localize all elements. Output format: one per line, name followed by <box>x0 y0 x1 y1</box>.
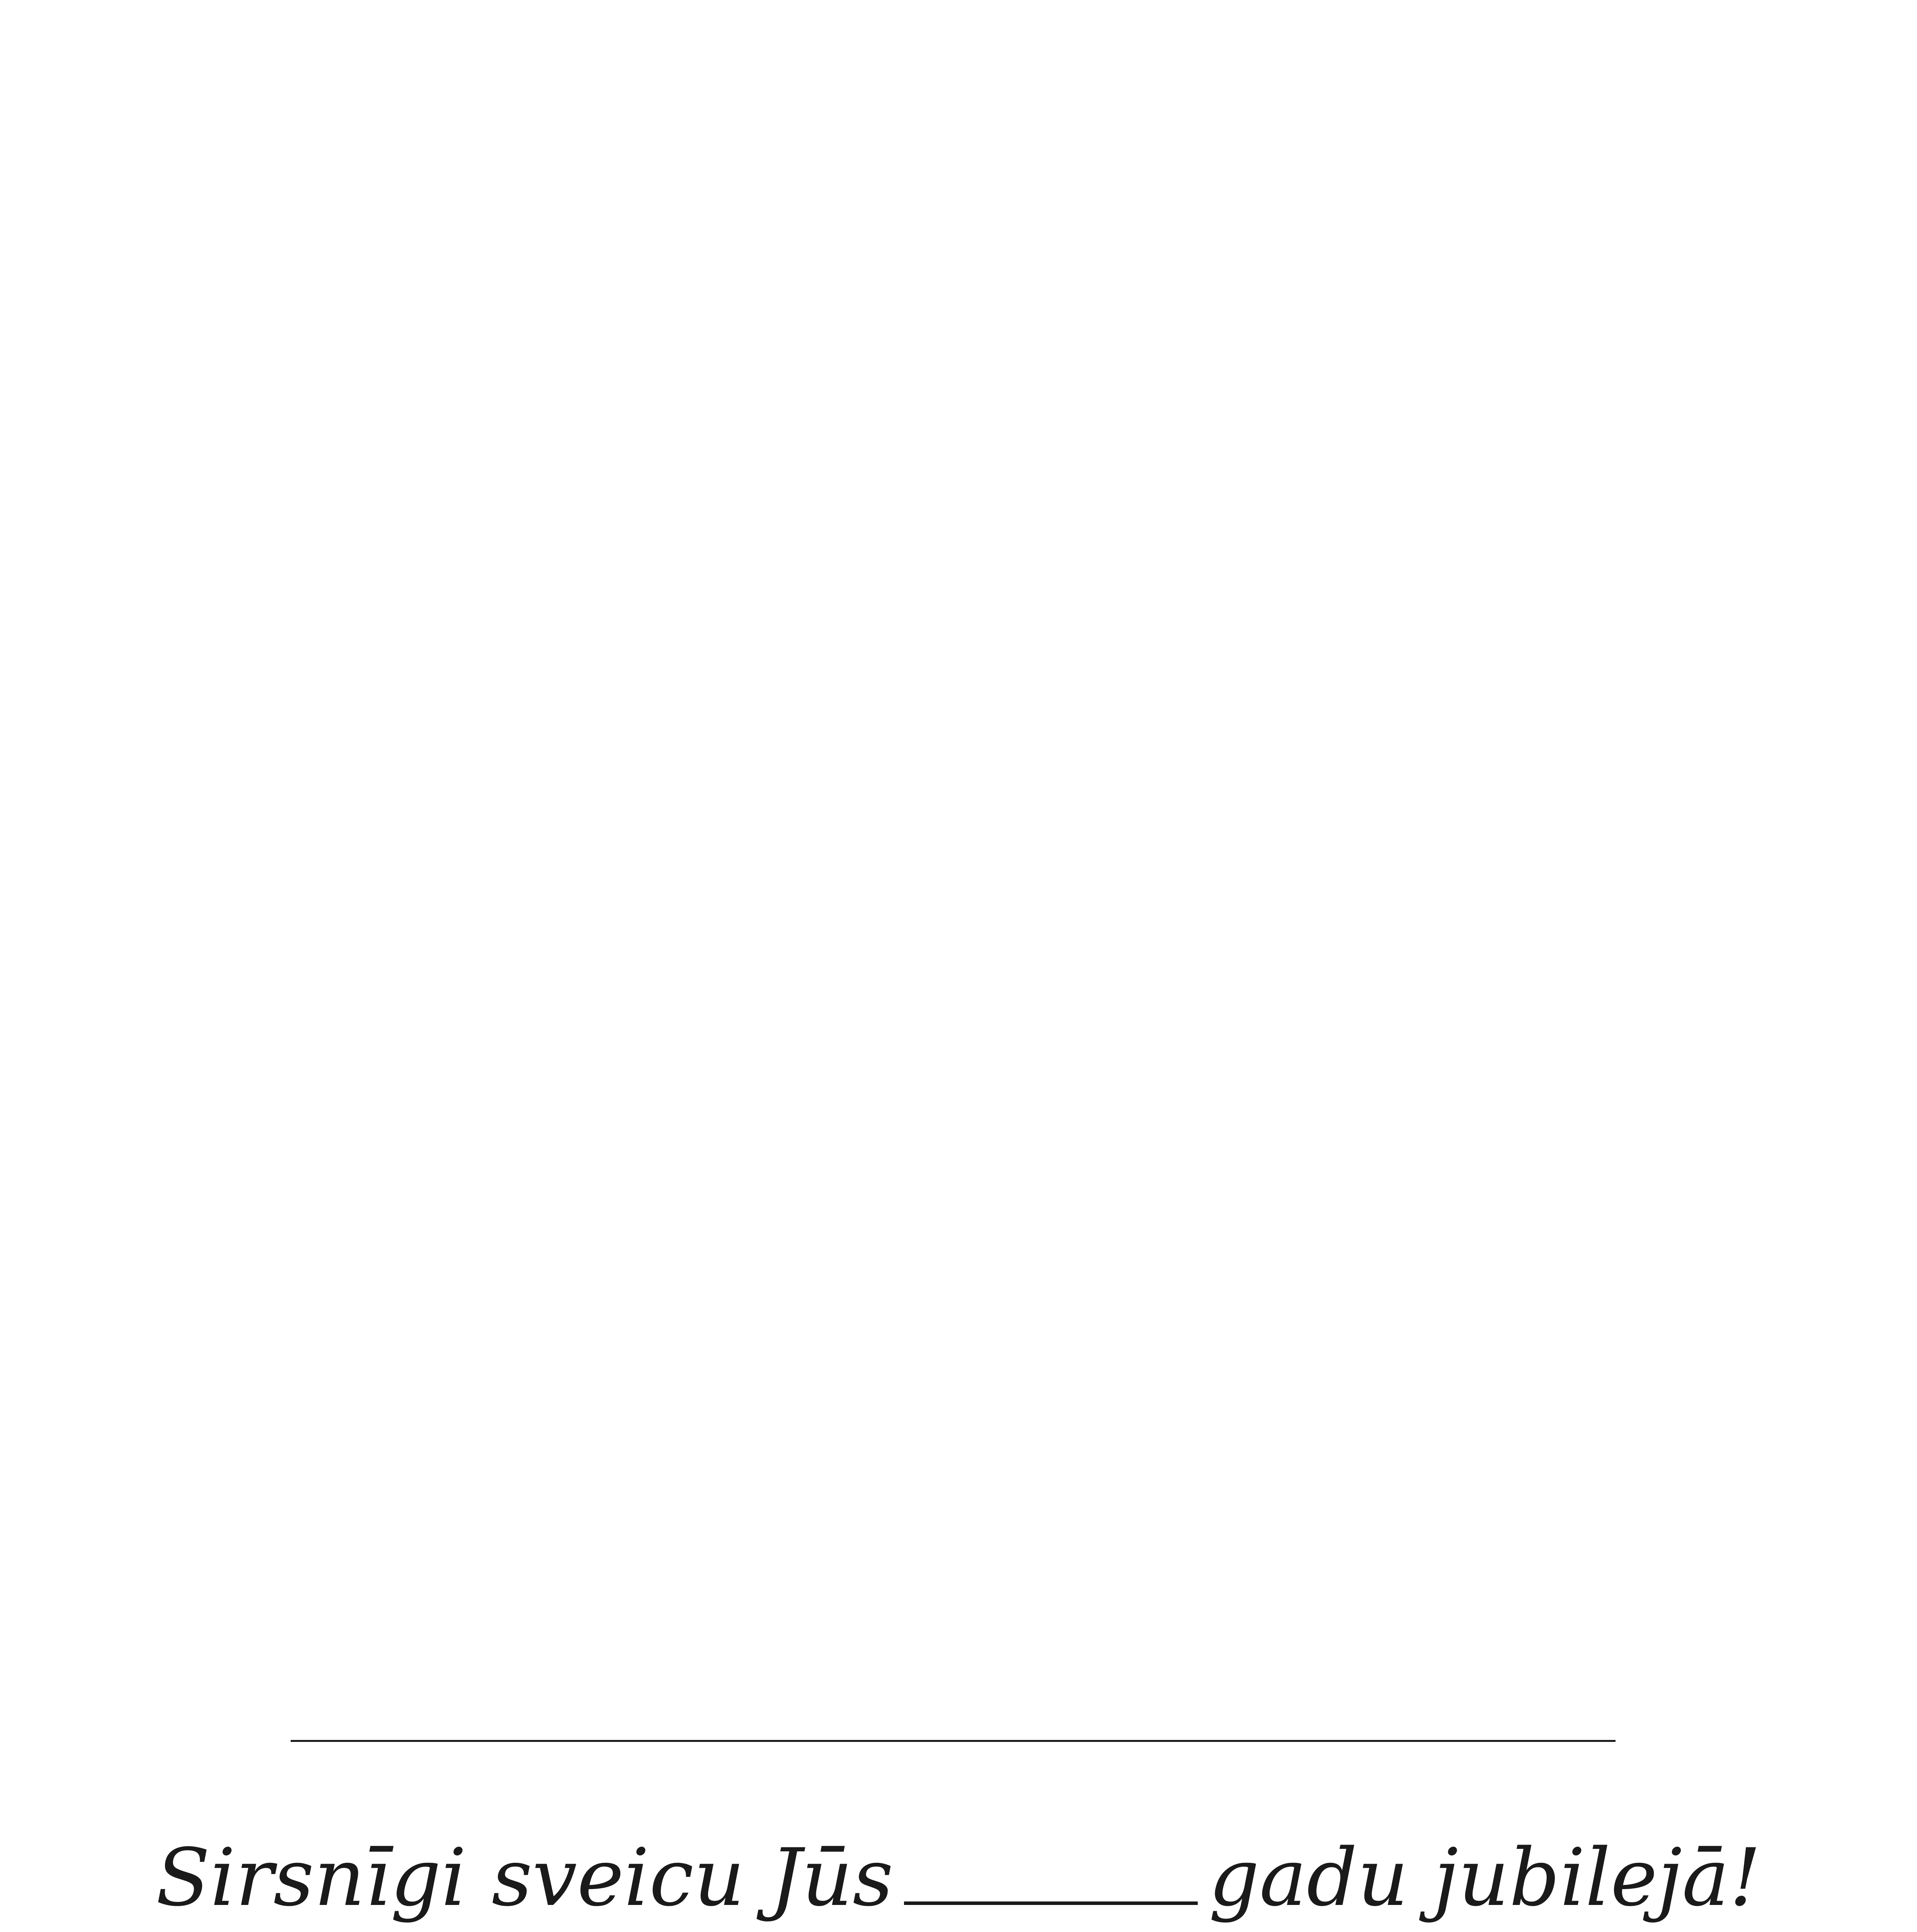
age-blank-line <box>904 1901 1198 1905</box>
greeting-line <box>0 1828 1917 1928</box>
greeting-text-before: Sirsnīgi sveicu Jūs <box>156 1832 894 1924</box>
name-entry-line <box>291 1740 1616 1742</box>
greeting-text-after: gadu jubilejā! <box>1209 1832 1761 1924</box>
